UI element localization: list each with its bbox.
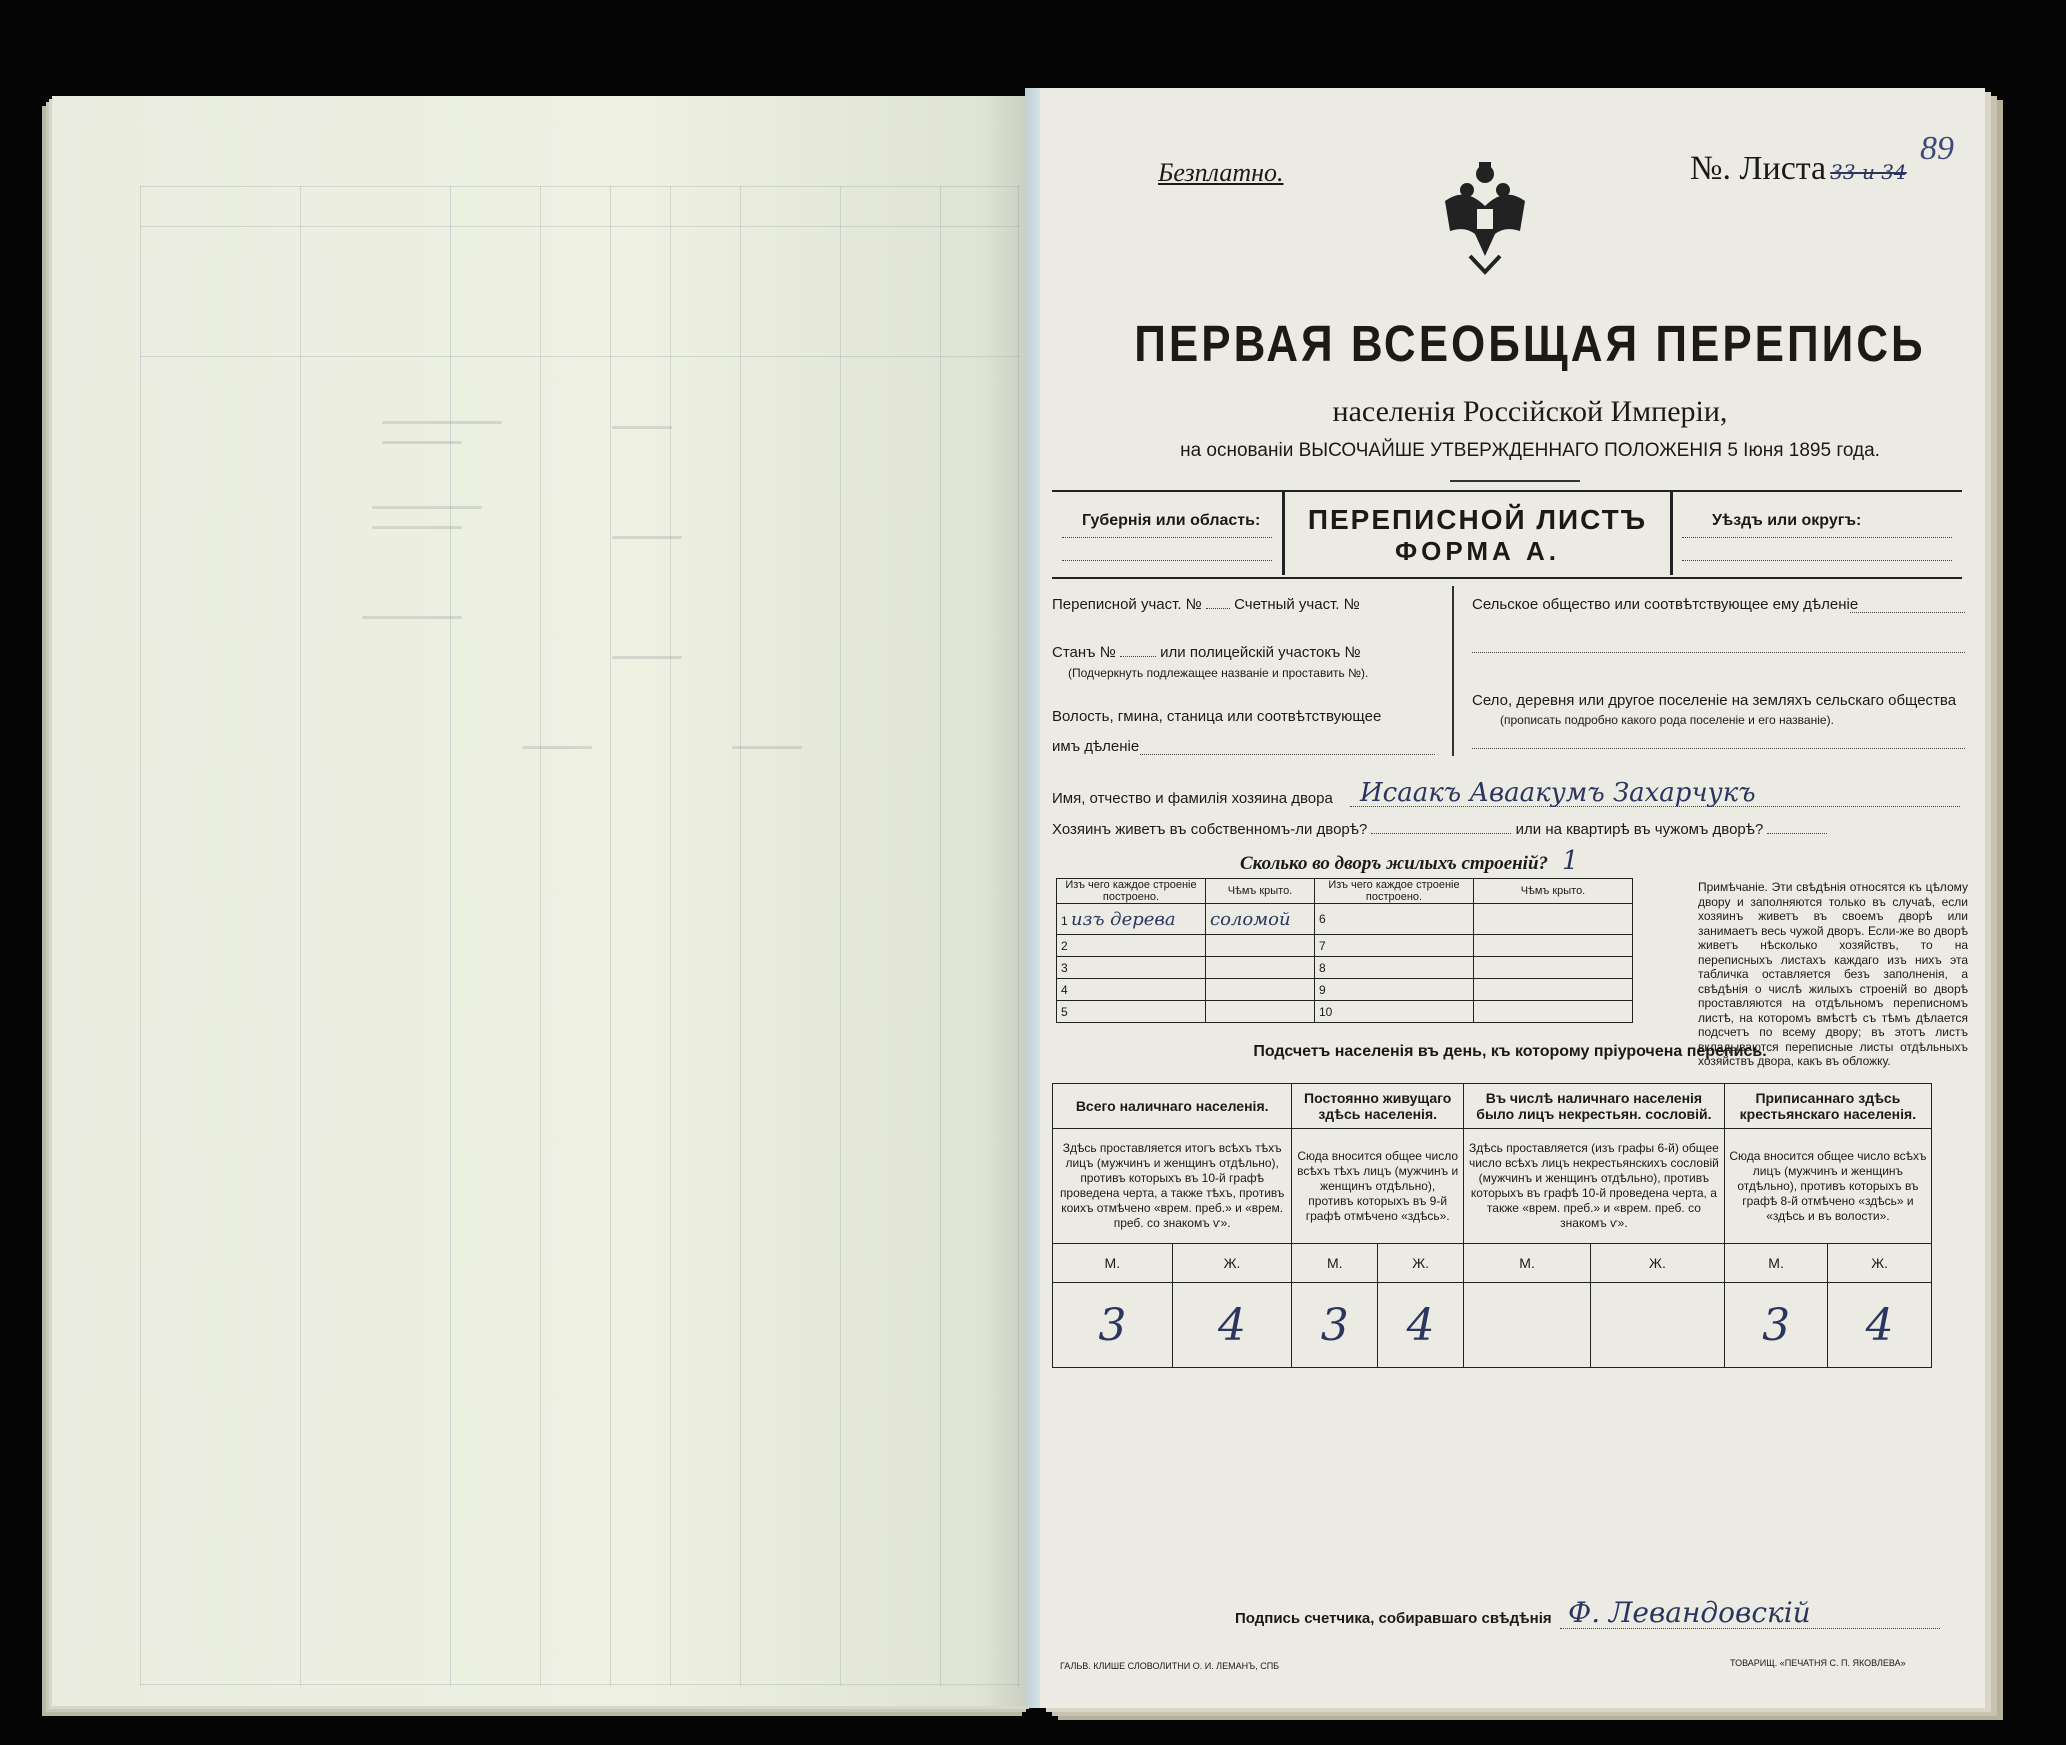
table-row: 3 8 bbox=[1057, 957, 1633, 979]
count-title: Подсчетъ населенія въ день, къ которому пріурочена перепись. bbox=[1253, 1043, 1767, 1060]
male-label: М. bbox=[1292, 1244, 1378, 1283]
table-row: 1 изъ дерева соломой 6 bbox=[1057, 904, 1633, 935]
buildings-header-material: Изъ чего каждое строеніе построено. bbox=[1057, 879, 1206, 904]
count-col-2-title: Постоянно живущаго здѣсь населенія. bbox=[1292, 1084, 1464, 1129]
sheet-number-label: №. Листа bbox=[1690, 150, 1827, 187]
count-col-1-desc: Здѣсь проставляется итогъ всѣхъ тѣхъ лицъ (мужчинъ и женщинъ отдѣльно), противъ которыхъ въ 10-й графѣ проведена черта, а также тѣхъ, противъ коихъ отмѣчено «врем. преб.» и «врем. преб. со знакомъ ѵ». bbox=[1053, 1129, 1292, 1244]
archive-page-number: 89 bbox=[1920, 130, 1954, 167]
double-headed-eagle-emblem bbox=[1435, 156, 1535, 276]
book-spread bbox=[40, 88, 2000, 1718]
stan-label: Станъ № bbox=[1052, 644, 1116, 661]
buildings-table bbox=[1056, 878, 1633, 1023]
permanent-male: 3 bbox=[1292, 1283, 1378, 1368]
form-title-line1: ПЕРЕПИСНОЙ ЛИСТЪ bbox=[1307, 504, 1648, 535]
rural-society-label: Сельское общество или соотвѣтствующее ему дѣленіе bbox=[1472, 596, 1859, 613]
owner-label: Имя, отчество и фамилія хозяина двора bbox=[1052, 790, 1333, 807]
permanent-female: 4 bbox=[1378, 1283, 1464, 1368]
counting-district-label: Счетный участ. № bbox=[1234, 596, 1360, 613]
form-title: ПЕРВАЯ ВСЕОБЩАЯ ПЕРЕПИСЬ bbox=[1134, 316, 1926, 373]
building-1-roof: соломой bbox=[1206, 904, 1315, 935]
printer-right: ТОВАРИЩ. «ПЕЧАТНЯ С. П. ЯКОВЛЕВА» bbox=[1730, 1658, 1906, 1668]
buildings-header-material-2: Изъ чего каждое строеніе построено. bbox=[1315, 879, 1474, 904]
sheet-number bbox=[1690, 150, 1907, 188]
population-count-table bbox=[1052, 1083, 1932, 1368]
buildings-count-label: Сколько во дворъ жилыхъ строеній? bbox=[1240, 853, 1549, 874]
volost-label-2: имъ дѣленіе bbox=[1052, 738, 1140, 755]
volost-label: Волость, гмина, станица или соотвѣтствующее bbox=[1052, 708, 1382, 725]
village-note: (прописать подробно какого рода поселеніе и его названіе). bbox=[1500, 713, 1834, 727]
count-col-4-desc: Сюда вносится общее число всѣхъ лицъ (мужчинъ и женщинъ отдѣльно), противъ которыхъ въ графѣ 8-й отмѣчено «здѣсь» и «здѣсь и въ волости». bbox=[1724, 1129, 1931, 1244]
table-row: 2 7 bbox=[1057, 935, 1633, 957]
village-label: Село, деревня или другое поселеніе на земляхъ сельскаго общества bbox=[1472, 692, 1957, 709]
count-col-4-title: Приписаннаго здѣсь крестьянскаго населенія. bbox=[1724, 1084, 1931, 1129]
count-col-1-title: Всего наличнаго населенія. bbox=[1053, 1084, 1292, 1129]
female-label: Ж. bbox=[1828, 1244, 1932, 1283]
count-col-3-desc: Здѣсь проставляется (изъ графы 6-й) общее число всѣхъ лицъ некрестьянскихъ сословій (мужчинъ и женщинъ отдѣльно), противъ которыхъ въ графѣ 10-й проведена черта, а также «врем. преб.» и «врем. преб. со знакомъ ѵ». bbox=[1464, 1129, 1725, 1244]
form-type-box bbox=[1282, 492, 1673, 575]
census-form-page bbox=[1040, 88, 1985, 1708]
male-label: М. bbox=[1464, 1244, 1591, 1283]
census-district-label: Переписной участ. № bbox=[1052, 596, 1202, 613]
buildings-header-roof-2: Чѣмъ крыто. bbox=[1474, 879, 1633, 904]
form-subtitle: населенія Россійской Имперіи, bbox=[1332, 395, 1728, 428]
printer-left: ГАЛЬВ. КЛИШЕ СЛОВОЛИТНИ О. И. ЛЕМАНЪ, СПБ bbox=[1060, 1661, 1280, 1671]
buildings-count-value: 1 bbox=[1562, 846, 1579, 876]
vertical-divider bbox=[1452, 586, 1454, 756]
male-label: М. bbox=[1053, 1244, 1173, 1283]
count-col-2-desc: Сюда вносится общее число всѣхъ тѣхъ лицъ (мужчинъ и женщинъ отдѣльно), противъ которыхъ въ 9-й графѣ отмѣчено «здѣсь». bbox=[1292, 1129, 1464, 1244]
left-page-show-through bbox=[52, 96, 1032, 1706]
building-1-material: изъ дерева bbox=[1071, 908, 1176, 930]
registered-peasant-female: 4 bbox=[1828, 1283, 1932, 1368]
governorate-label: Губернія или область: bbox=[1082, 512, 1261, 529]
owner-lives-label: Хозяинъ живетъ въ собственномъ-ли дворѣ? bbox=[1052, 821, 1368, 838]
buildings-note: Примѣчаніе. Эти свѣдѣнія относятся къ цѣлому двору и заполняются только въ случаѣ, если хозяинъ живетъ въ своемъ дворѣ или занимаетъ весь чужой дворъ. Если-же во дворѣ живетъ нѣсколько хозяйствъ, то на переписныхъ листахъ каждаго изъ нихъ эта табличка оставляется безъ заполненія, а свѣдѣнія о числѣ жилыхъ строеній во дворѣ проставляются на отдѣльномъ переписномъ листѣ, на которомъ вмѣстѣ съ тѣмъ дѣлается подсчетъ по всему двору; въ этотъ листъ вкладываются переписные листы отдѣльныхъ хозяйствъ двора, какъ въ обложку. bbox=[1698, 880, 1968, 1068]
ghost-table-grid bbox=[140, 186, 1020, 1686]
police-district-label: или полицейскій участокъ № bbox=[1160, 644, 1361, 661]
female-label: Ж. bbox=[1591, 1244, 1725, 1283]
non-peasant-female bbox=[1591, 1283, 1725, 1368]
or-apartment-label: или на квартирѣ въ чужомъ дворѣ? bbox=[1515, 821, 1764, 838]
registered-peasant-male: 3 bbox=[1724, 1283, 1828, 1368]
form-header-box bbox=[1052, 490, 1962, 579]
district-label: Уѣздъ или округъ: bbox=[1712, 512, 1862, 529]
enumerator-signature: Ф. Левандовскій bbox=[1568, 1596, 1811, 1629]
female-label: Ж. bbox=[1172, 1244, 1292, 1283]
free-label: Безплатно. bbox=[1158, 158, 1284, 187]
stan-note: (Подчеркнуть подлежащее названіе и проставить №). bbox=[1068, 666, 1369, 680]
female-label: Ж. bbox=[1378, 1244, 1464, 1283]
non-peasant-male bbox=[1464, 1283, 1591, 1368]
owner-name-handwritten: Исаакъ Аваакумъ Захарчукъ bbox=[1360, 778, 1756, 808]
form-title-line2: ФОРМА А. bbox=[1394, 536, 1561, 566]
total-present-female: 4 bbox=[1172, 1283, 1292, 1368]
legal-basis: на основаніи ВЫСОЧАЙШЕ УТВЕРЖДЕННАГО ПОЛОЖЕНІЯ 5 Іюня 1895 года. bbox=[1180, 440, 1880, 461]
signature-label: Подпись счетчика, собиравшаго свѣдѣнія bbox=[1235, 1610, 1552, 1627]
table-row: 4 9 bbox=[1057, 979, 1633, 1001]
sheet-number-value: 33 и 34 bbox=[1830, 160, 1907, 184]
total-present-male: 3 bbox=[1053, 1283, 1173, 1368]
divider-ornament bbox=[1450, 480, 1580, 482]
buildings-header-roof: Чѣмъ крыто. bbox=[1206, 879, 1315, 904]
male-label: М. bbox=[1724, 1244, 1828, 1283]
table-row: 5 10 bbox=[1057, 1001, 1633, 1023]
count-col-3-title: Въ числѣ наличнаго населенія было лицъ некрестьян. сословій. bbox=[1464, 1084, 1725, 1129]
